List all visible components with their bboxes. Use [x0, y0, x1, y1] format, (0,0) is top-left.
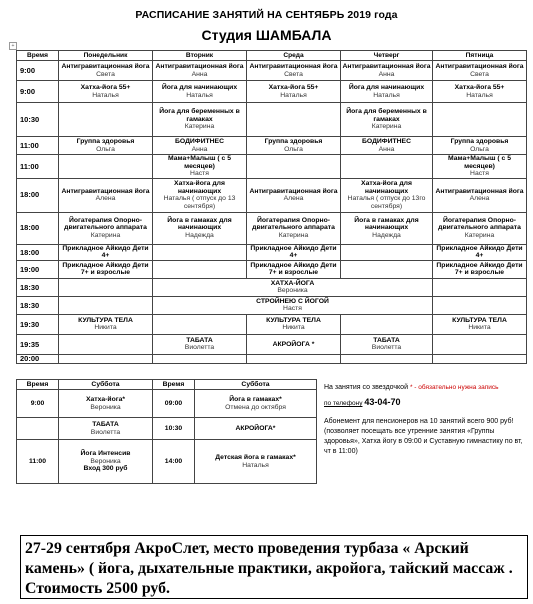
class-title: Антигравитационная йога [155, 62, 244, 70]
instructor-name: Наталья [242, 461, 269, 469]
instructor-name: Никита [282, 324, 305, 332]
class-title: Хатха-йога 55+ [80, 83, 131, 91]
class-title: Группа здоровья [76, 137, 135, 145]
time-cell: 11:00 [17, 137, 59, 155]
class-cell-wed [247, 103, 341, 137]
table-row [17, 390, 317, 418]
class-cell-wed [247, 137, 341, 155]
empty-cell [433, 296, 527, 314]
class-title: Йога для начинающих [161, 83, 238, 91]
empty-cell [59, 334, 153, 354]
class-title: Йогатерапия Опорно-двигательного аппарата [64, 216, 147, 232]
instructor-name: Катерина [371, 123, 402, 131]
class-cell-tue [153, 178, 247, 212]
schedule-title: РАСПИСАНИЕ ЗАНЯТИЙ НА СЕНТЯБРЬ 2019 года [135, 9, 398, 21]
empty-cell [153, 354, 247, 363]
column-header: Четверг [341, 51, 433, 61]
table-row [17, 354, 527, 363]
class-cell-mon [59, 103, 153, 137]
class-title: Прикладное Айкидо Дети 7+ и взрослые [250, 261, 337, 277]
class-cell-tue [153, 155, 247, 179]
class-title: Антигравитационная йога [249, 62, 338, 70]
class-cell-mon [59, 314, 153, 334]
class-cell-mon [59, 212, 153, 244]
class-title: ТАБАТА [373, 336, 400, 344]
time-cell: 11:00 [17, 440, 59, 484]
instructor-name: Анна [191, 70, 208, 78]
class-cell-thu [341, 178, 433, 212]
class-title: Антигравитационная йога [249, 187, 338, 195]
instructor-name: Настя [470, 170, 489, 178]
column-header: Пятница [433, 51, 527, 61]
class-title: Мама+Малыш ( с 5 месяцев) [447, 155, 511, 170]
instructor-name: Наталья [466, 91, 493, 99]
pension-offer: Абонемент для пенсионеров на 10 занятий всего 900 руб! (позволяет посещать все утренние занятия «Группы здоровья», Хатха йогу в 09:00 и Суставную гимнастику по вт, чт в 11:00) [324, 418, 523, 455]
time-cell: 20:00 [17, 354, 59, 363]
class-title: Прикладное Айкидо Дети 7+ и взрослые [62, 261, 149, 277]
phone-label: по телефону [324, 400, 363, 407]
table-row [17, 278, 527, 296]
instructor-name: Надежда [185, 232, 214, 240]
table-row [17, 334, 527, 354]
class-cell-mon [59, 155, 153, 179]
class-title: Детская йога в гамаках* [215, 453, 296, 461]
instructor-name: Виолетта [184, 344, 215, 352]
class-cell-fri [433, 61, 527, 81]
time-cell: 09:00 [153, 390, 195, 418]
booking-note [324, 383, 526, 457]
table-row [17, 314, 527, 334]
instructor-name: Алена [283, 195, 304, 203]
class-cell-wed [247, 244, 341, 260]
class-title: Группа здоровья [450, 137, 509, 145]
empty-cell [59, 278, 153, 296]
class-title: Хатха-йога для начинающих [174, 180, 225, 195]
class-title: КУЛЬТУРА ТЕЛА [78, 316, 133, 324]
instructor-name: Наталья [373, 91, 400, 99]
class-cell-tue [153, 61, 247, 81]
class-cell-wed [247, 155, 341, 179]
class-title: Йога для начинающих [348, 83, 425, 91]
class-title: Антигравитационная йога [342, 62, 431, 70]
instructor-name: Света [470, 70, 489, 78]
time-cell: 10:30 [17, 103, 59, 137]
instructor-name: Настя [283, 305, 302, 313]
empty-cell [247, 354, 341, 363]
phone-number[interactable]: 43-04-70 [364, 397, 401, 407]
studio-name: Студия ШАМБАЛА [201, 27, 332, 43]
instructor-name: Наталья [280, 91, 307, 99]
class-title: БОДИФИТНЕС [362, 137, 411, 145]
table-anchor-icon: + [9, 42, 17, 50]
class-title: Прикладное Айкидо Дети 4+ [436, 244, 523, 260]
time-cell: 18:30 [17, 296, 59, 314]
class-cell-thu [341, 103, 433, 137]
empty-cell [433, 334, 527, 354]
instructor-name: Катерина [184, 123, 215, 131]
class-title: КУЛЬТУРА ТЕЛА [452, 316, 507, 324]
time-cell: 10:30 [153, 418, 195, 440]
instructor-name: Настя [190, 170, 209, 178]
time-cell: 9:00 [17, 81, 59, 103]
table-row [17, 418, 317, 440]
time-cell: 19:00 [17, 260, 59, 278]
class-cell-wed [247, 178, 341, 212]
instructor-name: Катерина [90, 232, 121, 240]
class-title: ХАТХА-ЙОГА [270, 279, 315, 287]
column-header: Время [153, 380, 195, 390]
instructor-name: Света [284, 70, 303, 78]
class-title: Йога для беременных в гамаках [159, 108, 240, 123]
table-row [17, 155, 527, 179]
saturday-class-cell [59, 390, 153, 418]
class-title: АКРОЙОГА * [272, 340, 315, 348]
instructor-name: Света [96, 70, 115, 78]
instructor-name: Наталья ( отпуск до 13го сентября) [347, 195, 426, 210]
instructor-name: Алена [469, 195, 490, 203]
class-cell-tue [153, 244, 247, 260]
class-cell-wed [247, 81, 341, 103]
time-cell: 19:30 [17, 314, 59, 334]
class-title: Мама+Малыш ( с 5 месяцев) [167, 155, 231, 170]
empty-cell [59, 354, 153, 363]
time-cell: 9:00 [17, 61, 59, 81]
empty-cell [433, 354, 527, 363]
class-cell-thu [341, 81, 433, 103]
class-cell-wed [247, 260, 341, 278]
class-cell-wed [247, 212, 341, 244]
class-title: Хатха-йога* [85, 395, 126, 403]
time-cell: 14:00 [153, 440, 195, 484]
time-cell: 18:00 [17, 212, 59, 244]
instructor-name: Катерина [464, 232, 495, 240]
acroslet-text: 27-29 сентября АкроСлет, место проведения турбаза « Арский камень» ( йога, дыхательные практики, акройога, тайский массаж . Стоимость 2500 руб. [25, 540, 513, 597]
time-cell [17, 418, 59, 440]
weekend-schedule-table [16, 379, 317, 484]
class-cell-tue [153, 260, 247, 278]
time-cell: 18:30 [17, 278, 59, 296]
class-title: Йога в гамаках для начинающих [354, 216, 419, 232]
instructor-name: Алена [95, 195, 116, 203]
table-row [17, 103, 527, 137]
empty-cell [341, 314, 433, 334]
class-title: БОДИФИТНЕС [175, 137, 224, 145]
column-header: Вторник [153, 51, 247, 61]
instructor-name: Наталья ( отпуск до 13 сентября) [163, 195, 236, 210]
class-title: Йогатерапия Опорно-двигательного аппарата [252, 216, 335, 232]
class-title: Антигравитационная йога [435, 187, 524, 195]
empty-cell [59, 296, 153, 314]
class-cell-thu [341, 334, 433, 354]
saturday-class-cell [59, 440, 153, 484]
table-row [17, 212, 527, 244]
instructor-name: Ольга [470, 145, 489, 153]
class-cell-fri [433, 260, 527, 278]
booking-required: * - обязательно нужна запись [409, 384, 499, 391]
class-title: Антигравитационная йога [435, 62, 524, 70]
class-cell-mon [59, 244, 153, 260]
merged-class-cell [153, 278, 433, 296]
instructor-name: Отмена до октября [225, 403, 286, 411]
instructor-name: Анна [378, 145, 395, 153]
column-header: Суббота [59, 380, 153, 390]
class-title: Йога в гамаках для начинающих [167, 216, 232, 232]
instructor-name: Вероника [277, 287, 308, 295]
class-title: Йога в гамаках* [229, 395, 282, 403]
booking-line: На занятия со звездочкой [324, 384, 408, 391]
class-cell-fri [433, 212, 527, 244]
empty-cell [433, 278, 527, 296]
instructor-name: Анна [191, 145, 208, 153]
column-header: Суббота [195, 380, 317, 390]
class-cell-tue [153, 212, 247, 244]
class-title: Прикладное Айкидо Дети 7+ и взрослые [436, 261, 523, 277]
class-title: Антигравитационная йога [61, 187, 150, 195]
saturday-class-cell [195, 390, 317, 418]
column-header: Время [17, 380, 59, 390]
merged-class-cell [153, 296, 433, 314]
empty-cell [153, 314, 247, 334]
class-cell-thu [341, 260, 433, 278]
class-title: Группа здоровья [264, 137, 323, 145]
table-row [17, 137, 527, 155]
class-cell-fri [433, 155, 527, 179]
class-title: Хатха-йога для начинающих [361, 180, 412, 195]
class-title: Хатха-йога 55+ [268, 83, 319, 91]
instructor-name: Анна [378, 70, 395, 78]
time-cell: 9:00 [17, 390, 59, 418]
class-cell-mon [59, 137, 153, 155]
weekly-schedule-table [16, 50, 527, 364]
instructor-name: Надежда [372, 232, 401, 240]
instructor-name: Никита [94, 324, 117, 332]
table-row [17, 81, 527, 103]
saturday-class-cell [195, 418, 317, 440]
time-cell: 11:00 [17, 155, 59, 179]
instructor-name: Катерина [278, 232, 309, 240]
instructor-name: Виолетта [90, 428, 121, 436]
time-cell: 18:00 [17, 178, 59, 212]
table-row [17, 61, 527, 81]
class-title: АКРОЙОГА* [235, 424, 276, 432]
table-row [17, 260, 527, 278]
empty-cell [341, 354, 433, 363]
class-cell-thu [341, 137, 433, 155]
saturday-class-cell [59, 418, 153, 440]
acroslet-notice [20, 535, 528, 599]
class-cell-thu [341, 61, 433, 81]
class-cell-tue [153, 334, 247, 354]
instructor-name: Ольга [284, 145, 303, 153]
saturday-class-cell [195, 440, 317, 484]
instructor-name: Ольга [96, 145, 115, 153]
class-cell-wed [247, 61, 341, 81]
class-cell-fri [433, 314, 527, 334]
time-cell: 19:35 [17, 334, 59, 354]
instructor-name: Наталья [186, 91, 213, 99]
class-title: ТАБАТА [186, 336, 213, 344]
class-title: Прикладное Айкидо Дети 4+ [62, 244, 149, 260]
table-row [17, 440, 317, 484]
table-row [17, 244, 527, 260]
column-header: Понедельник [59, 51, 153, 61]
time-cell: 18:00 [17, 244, 59, 260]
class-cell-wed [247, 334, 341, 354]
class-cell-tue [153, 103, 247, 137]
instructor-name: Никита [468, 324, 491, 332]
class-cell-fri [433, 244, 527, 260]
instructor-name: Вероника [90, 457, 121, 465]
class-cell-fri [433, 103, 527, 137]
table-row [17, 296, 527, 314]
class-cell-mon [59, 260, 153, 278]
table-row [17, 178, 527, 212]
class-title: ТАБАТА [92, 420, 119, 428]
class-cell-thu [341, 244, 433, 260]
class-cell-tue [153, 81, 247, 103]
instructor-name: Вероника [90, 403, 121, 411]
class-cell-fri [433, 81, 527, 103]
class-cell-thu [341, 212, 433, 244]
class-title: СТРОЙНЕЮ С ЙОГОЙ [256, 297, 329, 305]
instructor-name: Наталья [92, 91, 119, 99]
class-cell-mon [59, 81, 153, 103]
column-header: Время [17, 51, 59, 61]
class-cell-mon [59, 178, 153, 212]
class-title: Йогатерапия Опорно-двигательного аппарата [438, 216, 521, 232]
class-cell-fri [433, 137, 527, 155]
class-title: Хатха-йога 55+ [454, 83, 505, 91]
class-title: Антигравитационная йога [61, 62, 150, 70]
class-cell-fri [433, 178, 527, 212]
class-cell-wed [247, 314, 341, 334]
class-cell-thu [341, 155, 433, 179]
price-note: Вход 300 руб [83, 465, 128, 473]
class-title: КУЛЬТУРА ТЕЛА [266, 316, 321, 324]
class-title: Прикладное Айкидо Дети 4+ [250, 244, 337, 260]
instructor-name: Виолетта [371, 344, 402, 352]
class-cell-mon [59, 61, 153, 81]
column-header: Среда [247, 51, 341, 61]
class-title: Йога для беременных в гамаках [346, 108, 427, 123]
class-title: Йога Интенсив [80, 450, 131, 458]
class-cell-tue [153, 137, 247, 155]
